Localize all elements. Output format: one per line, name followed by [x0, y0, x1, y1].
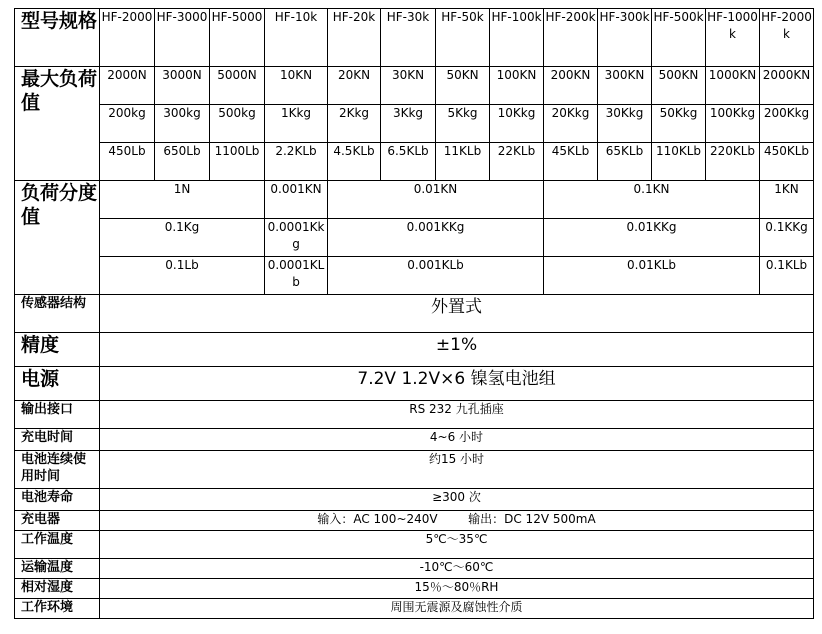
resolution-cell: 0.01KKg — [544, 219, 760, 257]
max-load-n-row — [15, 67, 814, 105]
resolution-cell: 0.001KKg — [328, 219, 544, 257]
max-load-cell: 22KLb — [490, 143, 544, 181]
max-load-cell: 200Kkg — [760, 105, 814, 143]
model-row — [15, 9, 814, 67]
resolution-cell: 0.1Lb — [100, 257, 265, 295]
model-cell: HF-5000 — [210, 9, 265, 67]
max-load-cell: 20KN — [328, 67, 381, 105]
model-cell: HF-3000 — [155, 9, 210, 67]
max-load-cell: 50KN — [436, 67, 490, 105]
max-load-cell: 5Kkg — [436, 105, 490, 143]
max-load-cell: 20Kkg — [544, 105, 598, 143]
resolution-cell: 1N — [100, 181, 265, 219]
resolution-header: 负荷分度值 — [15, 181, 100, 295]
spec-value: ±1% — [100, 333, 814, 367]
max-load-cell: 5000N — [210, 67, 265, 105]
max-load-cell: 10Kkg — [490, 105, 544, 143]
max-load-cell: 2000N — [100, 67, 155, 105]
max-load-cell: 3Kkg — [381, 105, 436, 143]
max-load-kg-row — [15, 105, 814, 143]
max-load-cell: 65KLb — [598, 143, 652, 181]
max-load-cell: 6.5KLb — [381, 143, 436, 181]
model-cell: HF-500k — [652, 9, 706, 67]
max-load-cell: 2000KN — [760, 67, 814, 105]
resolution-cell: 0.01KN — [328, 181, 544, 219]
spec-label: 运输温度 — [15, 559, 100, 579]
resolution-cell: 0.001KLb — [328, 257, 544, 295]
resolution-cell: 0.0001Kkg — [265, 219, 328, 257]
spec-row-sensor — [15, 295, 814, 333]
resolution-cell: 0.1KLb — [760, 257, 814, 295]
spec-row-battery-life — [15, 489, 814, 511]
resolution-cell: 0.001KN — [265, 181, 328, 219]
spec-row-interface — [15, 401, 814, 429]
spec-value: ≥300 次 — [100, 489, 814, 511]
spec-label: 充电器 — [15, 511, 100, 531]
max-load-cell: 11KLb — [436, 143, 490, 181]
max-load-cell: 50Kkg — [652, 105, 706, 143]
spec-label: 传感器结构 — [15, 295, 100, 333]
spec-row-environment — [15, 599, 814, 619]
max-load-cell: 1Kkg — [265, 105, 328, 143]
max-load-cell: 200KN — [544, 67, 598, 105]
max-load-cell: 300kg — [155, 105, 210, 143]
spec-label: 电池寿命 — [15, 489, 100, 511]
spec-row-transport-temp — [15, 559, 814, 579]
max-load-cell: 200kg — [100, 105, 155, 143]
max-load-cell: 110KLb — [652, 143, 706, 181]
spec-value: 5℃～35℃ — [100, 531, 814, 559]
spec-label: 工作环境 — [15, 599, 100, 619]
max-load-cell: 2Kkg — [328, 105, 381, 143]
spec-row-humidity — [15, 579, 814, 599]
max-load-cell: 500kg — [210, 105, 265, 143]
max-load-cell: 500KN — [652, 67, 706, 105]
max-load-cell: 100KN — [490, 67, 544, 105]
max-load-cell: 1000KN — [706, 67, 760, 105]
spec-table — [14, 8, 814, 619]
spec-value: 4~6 小时 — [100, 429, 814, 451]
resolution-cell: 1KN — [760, 181, 814, 219]
resolution-cell: 0.1Kg — [100, 219, 265, 257]
max-load-cell: 3000N — [155, 67, 210, 105]
model-cell: HF-2000 — [100, 9, 155, 67]
spec-value: -10℃～60℃ — [100, 559, 814, 579]
resolution-kg-row — [15, 219, 814, 257]
model-cell: HF-100k — [490, 9, 544, 67]
spec-label: 充电时间 — [15, 429, 100, 451]
spec-value: RS 232 九孔插座 — [100, 401, 814, 429]
max-load-cell: 450KLb — [760, 143, 814, 181]
spec-value: 周围无震源及腐蚀性介质 — [100, 599, 814, 619]
max-load-cell: 10KN — [265, 67, 328, 105]
max-load-cell: 300KN — [598, 67, 652, 105]
spec-label: 输出接口 — [15, 401, 100, 429]
max-load-cell: 30KN — [381, 67, 436, 105]
spec-value: 约15 小时 — [100, 451, 814, 489]
max-load-cell: 2.2KLb — [265, 143, 328, 181]
spec-label: 电源 — [15, 367, 100, 401]
spec-row-accuracy — [15, 333, 814, 367]
resolution-cell: 0.0001KLb — [265, 257, 328, 295]
spec-row-charger — [15, 511, 814, 531]
model-cell: HF-2000k — [760, 9, 814, 67]
model-cell: HF-10k — [265, 9, 328, 67]
resolution-cell: 0.1KN — [544, 181, 760, 219]
resolution-cell: 0.01KLb — [544, 257, 760, 295]
model-cell: HF-20k — [328, 9, 381, 67]
max-load-header: 最大负荷值 — [15, 67, 100, 181]
max-load-cell: 1100Lb — [210, 143, 265, 181]
model-cell: HF-300k — [598, 9, 652, 67]
model-cell: HF-30k — [381, 9, 436, 67]
max-load-lb-row — [15, 143, 814, 181]
max-load-cell: 30Kkg — [598, 105, 652, 143]
spec-row-battery-runtime — [15, 451, 814, 489]
resolution-cell: 0.1KKg — [760, 219, 814, 257]
max-load-cell: 450Lb — [100, 143, 155, 181]
model-header: 型号规格 — [15, 9, 100, 67]
spec-row-power — [15, 367, 814, 401]
spec-value: 输入：AC 100~240V 输出：DC 12V 500mA — [100, 511, 814, 531]
model-cell: HF-1000k — [706, 9, 760, 67]
spec-label: 工作温度 — [15, 531, 100, 559]
spec-row-operating-temp — [15, 531, 814, 559]
spec-value: 7.2V 1.2V×6 镍氢电池组 — [100, 367, 814, 401]
model-cell: HF-200k — [544, 9, 598, 67]
max-load-cell: 45KLb — [544, 143, 598, 181]
spec-label: 相对湿度 — [15, 579, 100, 599]
resolution-lb-row — [15, 257, 814, 295]
resolution-n-row — [15, 181, 814, 219]
model-cell: HF-50k — [436, 9, 490, 67]
spec-value: 外置式 — [100, 295, 814, 333]
spec-row-charge-time — [15, 429, 814, 451]
max-load-cell: 650Lb — [155, 143, 210, 181]
max-load-cell: 220KLb — [706, 143, 760, 181]
spec-label: 精度 — [15, 333, 100, 367]
spec-value: 15％～80％RH — [100, 579, 814, 599]
spec-label: 电池连续使用时间 — [15, 451, 100, 489]
max-load-cell: 100Kkg — [706, 105, 760, 143]
max-load-cell: 4.5KLb — [328, 143, 381, 181]
